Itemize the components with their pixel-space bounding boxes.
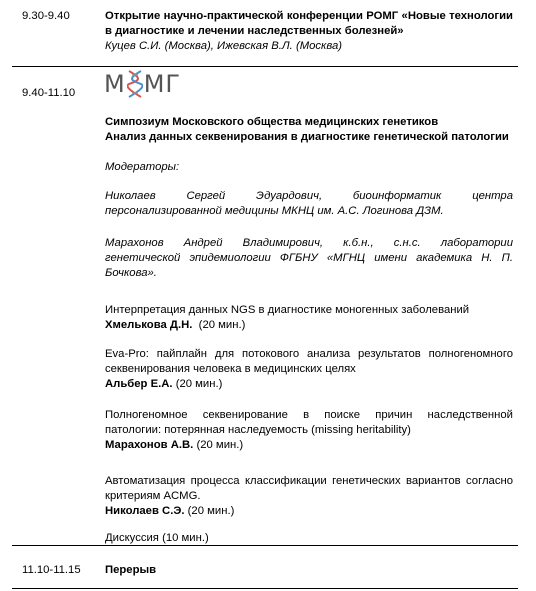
divider-3 (12, 588, 518, 589)
moderator-2-line3: Бочкова». (105, 267, 157, 279)
talk-4-title-line2: критериям ACMG. (105, 490, 201, 502)
talk-2-title-line2: секвенирования человека в медицинских целях (105, 363, 356, 375)
talk-4-speaker: Николаев С.Э. (105, 505, 185, 517)
session-opening (105, 9, 513, 54)
moderator-1 (105, 189, 513, 219)
talk-2 (105, 347, 513, 392)
talk-3-duration: (20 мин.) (193, 439, 244, 451)
logo-text-left: М (104, 70, 126, 98)
talk-4-title-line1: Автоматизация процесса классификации генетических вариантов согласно (105, 475, 513, 487)
logo-text-right: МГ (143, 70, 182, 98)
break-block (105, 563, 513, 578)
dna-helix-icon (127, 70, 143, 98)
talk-2-duration: (20 мин.) (172, 378, 223, 390)
talk-3 (105, 408, 513, 453)
talk-4-speaker-line (105, 504, 513, 519)
talk-4 (105, 474, 513, 519)
talk-1-duration: (20 мин.) (192, 319, 246, 331)
divider-2 (12, 545, 518, 546)
moderator-2-line2: генетической эпидемиологии ФГБНУ «МГНЦ имени академика Н. П. (105, 252, 513, 264)
talk-1 (105, 303, 513, 333)
talk-1-title: Интерпретация данных NGS в диагностике моногенных заболеваний (105, 304, 470, 316)
talk-1-speaker-line (105, 318, 513, 333)
time-slot-1: 9.30-9.40 (22, 10, 70, 22)
romg-logo (104, 69, 181, 99)
symposium-subtitle: Анализ данных секвенирования в диагностике генетической патологии (105, 131, 509, 143)
moderators-heading: Модераторы: (105, 161, 180, 173)
time-slot-3: 11.10-11.15 (22, 564, 81, 576)
moderator-1-line1: Николаев Сергей Эдуардович, биоинформатик центра (105, 190, 513, 202)
talk-2-speaker: Альбер Е.А. (105, 378, 173, 390)
talk-1-speaker: Хмелькова Д.Н. (105, 319, 193, 331)
talk-3-speaker-line (105, 438, 513, 453)
moderators-label (105, 160, 513, 175)
talk-2-speaker-line (105, 377, 513, 392)
talk-3-title-line1: Полногеномное секвенирование в поиске причин наследственной (105, 409, 513, 421)
time-slot-2: 9.40-11.10 (22, 87, 76, 99)
moderator-2 (105, 236, 513, 281)
moderator-1-line2: персонализированной медицины МКНЦ им. А.С. Логинова ДЗМ. (105, 205, 444, 217)
divider-1 (12, 66, 518, 67)
break-title: Перерыв (105, 564, 157, 576)
discussion (105, 531, 513, 546)
talk-4-duration: (20 мин.) (184, 505, 235, 517)
symposium-title: Симпозиум Московского общества медицинских генетиков (105, 116, 439, 128)
discussion-text: Дискуссия (10 мин.) (105, 532, 209, 544)
talk-3-speaker: Марахонов А.В. (105, 439, 194, 451)
talk-3-title-line2: патологии: потерянная наследуемость (missing heritability) (105, 424, 411, 436)
session-speakers: Куцев С.И. (Москва), Ижевская В.Л. (Москва) (105, 40, 343, 52)
symposium-block (105, 115, 513, 145)
moderator-2-line1: Марахонов Андрей Владимирович, к.б.н., с.н.с. лаборатории (105, 237, 513, 249)
talk-2-title-line1: Eva-Pro: пайплайн для потокового анализа результатов полногеномного (105, 348, 513, 360)
session-title-line2: в диагностике и лечении наследственных болезней» (105, 25, 404, 37)
session-title-line1: Открытие научно-практической конференции РОМГ «Новые технологии (105, 10, 513, 22)
